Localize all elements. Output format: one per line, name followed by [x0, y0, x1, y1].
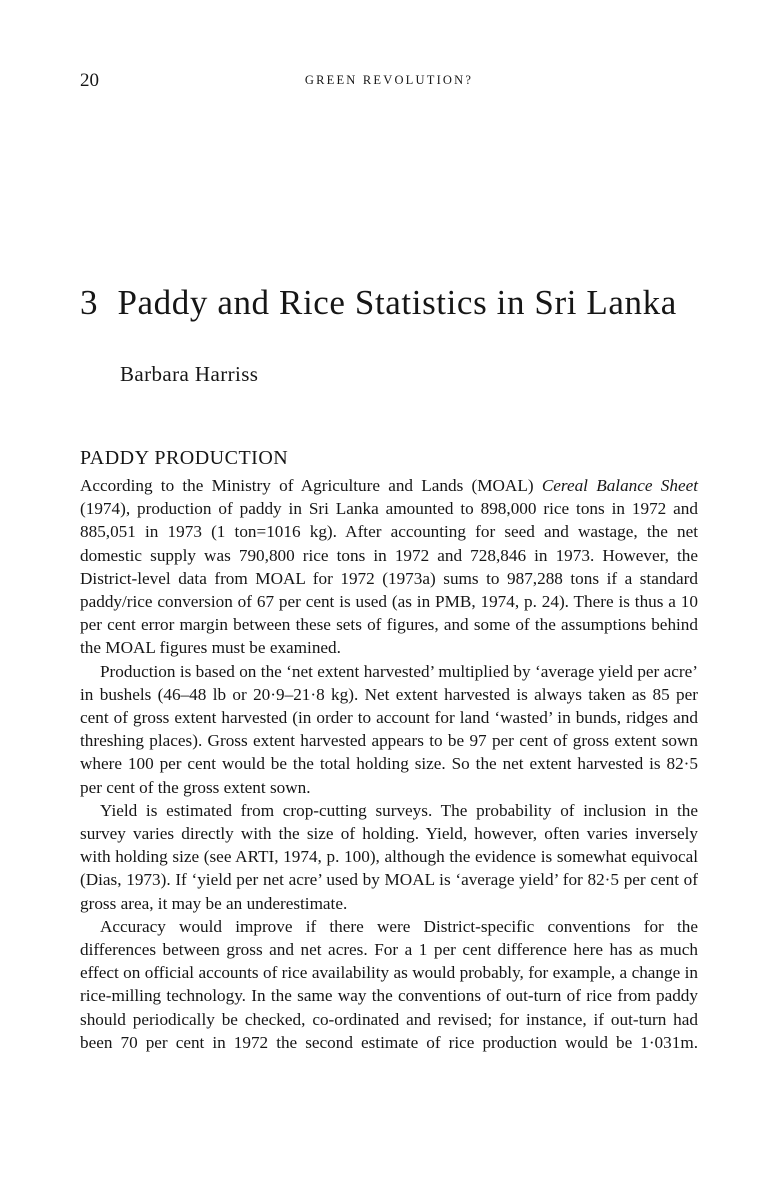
paragraph-4: Accuracy would improve if there were District-specific conventions for the differences between gross and net acres. For a 1 per cent difference here has as much effect on official accounts of rice availability as would probably, for example, a change in rice-milling technology. In the same way the conventions of out-turn of rice from paddy should periodically be checked, co-ordinated and revised; for instance, if out-turn had been 70 per cent in 1972 the second estimate of rice production would be 1·031m.: [80, 916, 698, 1052]
paragraph-3: Yield is estimated from crop-cutting surveys. The probability of inclusion in the survey varies directly with the size of holding. Yield, however, often varies inversely with holding size (see ARTI, 1974, p. 100), although the evidence is somewhat equivocal (Dias, 1973). If ‘yield per net acre’ used by MOAL is ‘average yield’ for 82·5 per cent of gross area, it may be an underestimate.: [80, 800, 698, 913]
chapter-author: Barbara Harriss: [120, 362, 259, 386]
paragraph-1: [80, 474, 698, 660]
body-text: [80, 474, 698, 1054]
chapter-number: 3: [80, 283, 99, 322]
paragraph-1-rest: (1974), production of paddy in Sri Lanka amounted to 898,000 rice tons in 1972 and 885,051 in 1973 (1 ton=1016 kg). After accounting for seed and wastage, the net domestic supply was 790,800 rice tons in 1972 and 728,846 in 1973. However, the District-level data from MOAL for 1972 (1973a) sums to 987,288 tons if a standard paddy/rice conversion of 67 per cent is used (as in PMB, 1974, p. 24). There is thus a 10 per cent error margin between these sets of figures, and some of the assumptions behind the MOAL figures must be examined.: [80, 499, 698, 658]
paragraph-1-lead: According to the Ministry of Agriculture and Lands (MOAL): [80, 476, 542, 495]
page-number: 20: [80, 70, 99, 91]
cited-title: Cereal Balance Sheet: [541, 476, 698, 495]
running-head: [80, 70, 698, 92]
paragraph-2: Production is based on the ‘net extent harvested’ multiplied by ‘average yield per acre’ in bushels (46–48 lb or 20·9–21·8 kg). Net extent harvested is always taken as 85 per cent of gross extent harvested (in order to account for land ‘wasted’ in bunds, ridges and threshing places). Gross extent harvested appears to be 97 per cent of gross extent sown where 100 per cent would be the total holding size. So the net extent harvested is 82·5 per cent of the gross extent sown.: [80, 661, 698, 797]
section-heading: PADDY PRODUCTION: [80, 447, 289, 469]
chapter-title-text: Paddy and Rice Statistics in Sri Lanka: [117, 283, 677, 322]
chapter-title: [80, 283, 720, 323]
running-title: GREEN REVOLUTION?: [304, 73, 474, 87]
